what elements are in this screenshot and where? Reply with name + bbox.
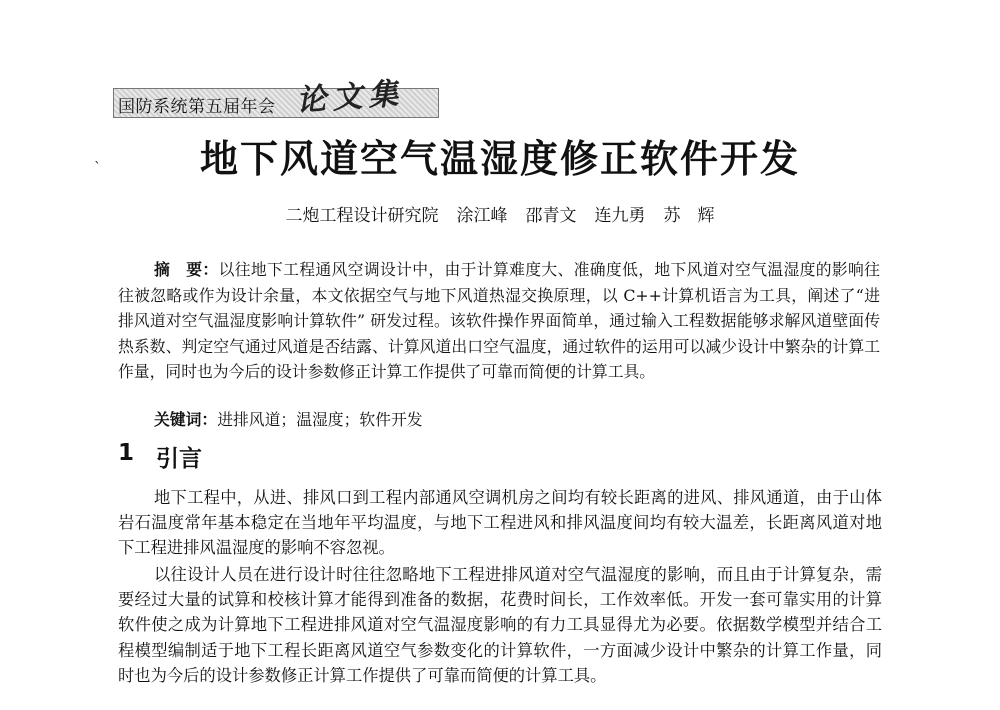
paper-title: 地下风道空气温湿度修正软件开发 (199, 136, 800, 181)
author-affiliation: 二炮工程设计研究院 (285, 206, 439, 226)
body-paragraph: 以往设计人员在进行设计时往往忽略地下工程进排风道对空气温湿度的影响，而且由于计算复杂，需要经过大量的试算和校核计算才能得到准备的数据，花费时间长，工作效率低。开发一套可靠实用的计算软件使之成为计算地下工程进排风道对空气温湿度影响的有力工具显得尤为必要。依据数学模型并结合工程模型编制适于地下工程长距离风道空气参数变化的计算软件，一方面减少设计中繁杂的计算工作量，同时也为今后的设计参数修正计算工作提供了可靠而简便的计算工具。 (118, 565, 882, 685)
keywords (154, 408, 874, 432)
abstract-label: 摘 要： (154, 260, 219, 279)
proceedings-logo: 论文集 (295, 76, 406, 119)
abstract (118, 257, 880, 385)
author-name: 连九勇 (594, 206, 646, 226)
keywords-label: 关键词： (154, 410, 218, 429)
section-number: 1 (118, 440, 135, 466)
author-name: 苏 辉 (663, 206, 715, 226)
keywords-text: 进排风道；温湿度；软件开发 (217, 410, 423, 429)
body-paragraph: 地下工程中，从进、排风口到工程内部通风空调机房之间均有较长距离的进风、排风通道，由于山体岩石温度常年基本稳定在当地年平均温度，与地下工程进风和排风温度间均有较大温差，长距离风道对地下工程进排风温湿度的影响不容忽视。 (118, 488, 882, 558)
scan-speck-mark: ˎ (94, 148, 101, 164)
section-heading (118, 440, 202, 473)
abstract-text: 以往地下工程通风空调设计中，由于计算难度大、准确度低，地下风道对空气温湿度的影响往往被忽略或作为设计余量，本文依据空气与地下风道热湿交换原理，以 C++计算机语言为工具，阐述了“进排风道对空气温湿度影响计算软件” 研发过程。该软件操作界面简单，通过输入工程数据能够求解风道壁面传热系数、判定空气通过风道是否结露、计算风道出口空气温度，通过软件的运用可以减少设计中繁杂的计算工作量，同时也为今后的设计参数修正计算工作提供了可靠而简便的计算工具。 (118, 260, 880, 381)
conference-name: 国防系统第五届年会 (118, 97, 276, 117)
section-title: 引言 (156, 446, 203, 472)
author-name: 涂江峰 (456, 206, 508, 226)
author-name: 邵青文 (525, 206, 577, 226)
author-line (0, 201, 1000, 226)
